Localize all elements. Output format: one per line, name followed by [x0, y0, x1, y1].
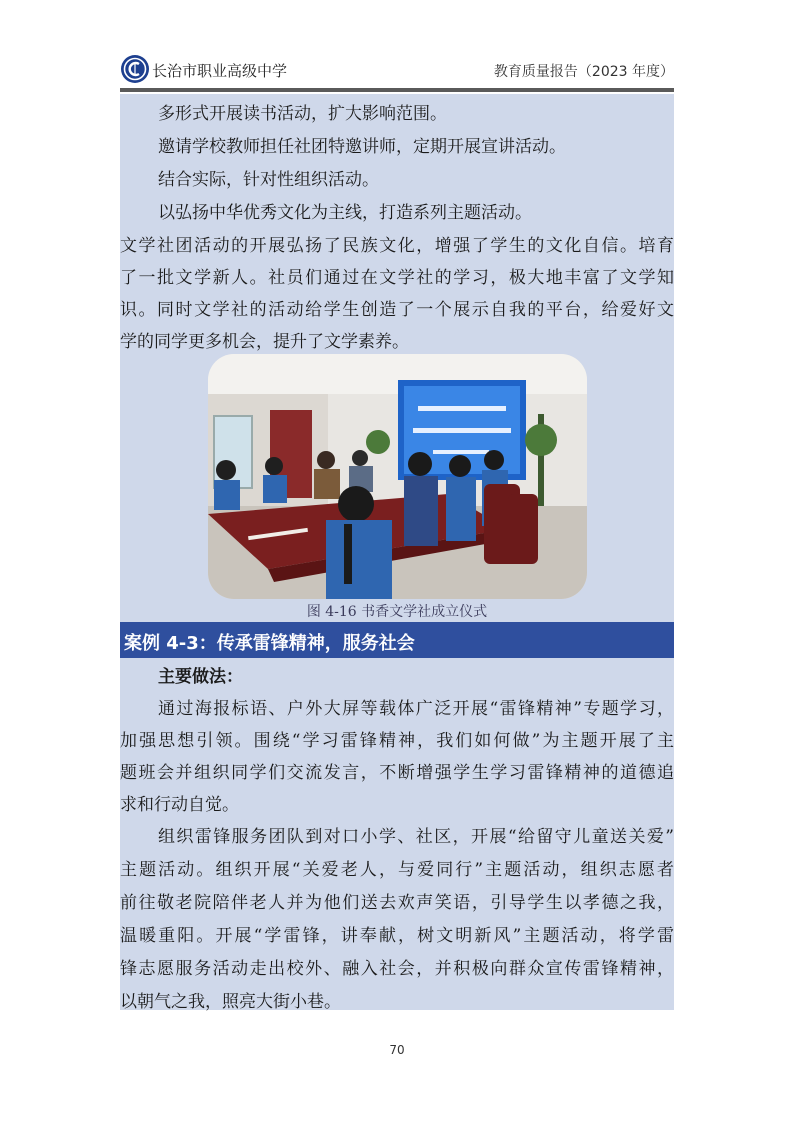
paragraph-line: 求和行动自觉。	[120, 795, 239, 815]
page-number: 70	[389, 1043, 405, 1057]
paragraph-line: 识。同时文学社的活动给学生创造了一个展示自我的平台，给爱好文	[120, 300, 674, 320]
paragraph-line: 前往敬老院陪伴老人并为他们送去欢声笑语，引导学生以孝德之我，	[120, 893, 674, 913]
case-title: 案例 4-3：传承雷锋精神，服务社会	[124, 633, 415, 654]
text-line: 结合实际，针对性组织活动。	[158, 170, 379, 190]
paragraph-line: 题班会并组织同学们交流发言，不断增强学生学习雷锋精神的道德追	[120, 763, 674, 783]
case-subheading: 主要做法：	[158, 667, 243, 687]
page-header	[120, 50, 674, 88]
school-logo-icon	[120, 54, 150, 84]
school-name: 长治市职业高级中学	[152, 62, 288, 80]
text-line: 多形式开展读书活动，扩大影响范围。	[158, 104, 447, 124]
paragraph-line: 锋志愿服务活动走出校外、融入社会，并积极向群众宣传雷锋精神，	[120, 959, 674, 979]
paragraph-line: 了一批文学新人。社员们通过在文学社的学习，极大地丰富了文学知	[120, 268, 674, 288]
paragraph-line: 组织雷锋服务团队到对口小学、社区，开展“给留守儿童送关爱”	[158, 827, 674, 847]
paragraph-line: 加强思想引领。围绕“学习雷锋精神，我们如何做”为主题开展了主	[120, 731, 674, 751]
report-title: 教育质量报告（2023 年度）	[493, 64, 674, 80]
paragraph-line: 文学社团活动的开展弘扬了民族文化，增强了学生的文化自信。培育	[120, 236, 674, 256]
ceremony-photo	[208, 354, 587, 599]
paragraph-line: 主题活动。组织开展“关爱老人，与爱同行”主题活动，组织志愿者	[120, 860, 674, 880]
paragraph-line: 学的同学更多机会，提升了文学素养。	[120, 332, 409, 352]
paragraph-line: 通过海报标语、户外大屏等载体广泛开展“雷锋精神”专题学习，	[158, 699, 674, 719]
text-line: 以弘扬中华优秀文化为主线，打造系列主题活动。	[158, 203, 532, 223]
figure-caption: 图 4-16 书香文学社成立仪式	[306, 604, 488, 620]
header-rule	[120, 88, 674, 92]
text-line: 邀请学校教师担任社团特邀讲师，定期开展宣讲活动。	[158, 137, 566, 157]
paragraph-line: 以朝气之我，照亮大街小巷。	[120, 992, 341, 1012]
paragraph-line: 温暖重阳。开展“学雷锋，讲奉献，树文明新风”主题活动，将学雷	[120, 926, 674, 946]
